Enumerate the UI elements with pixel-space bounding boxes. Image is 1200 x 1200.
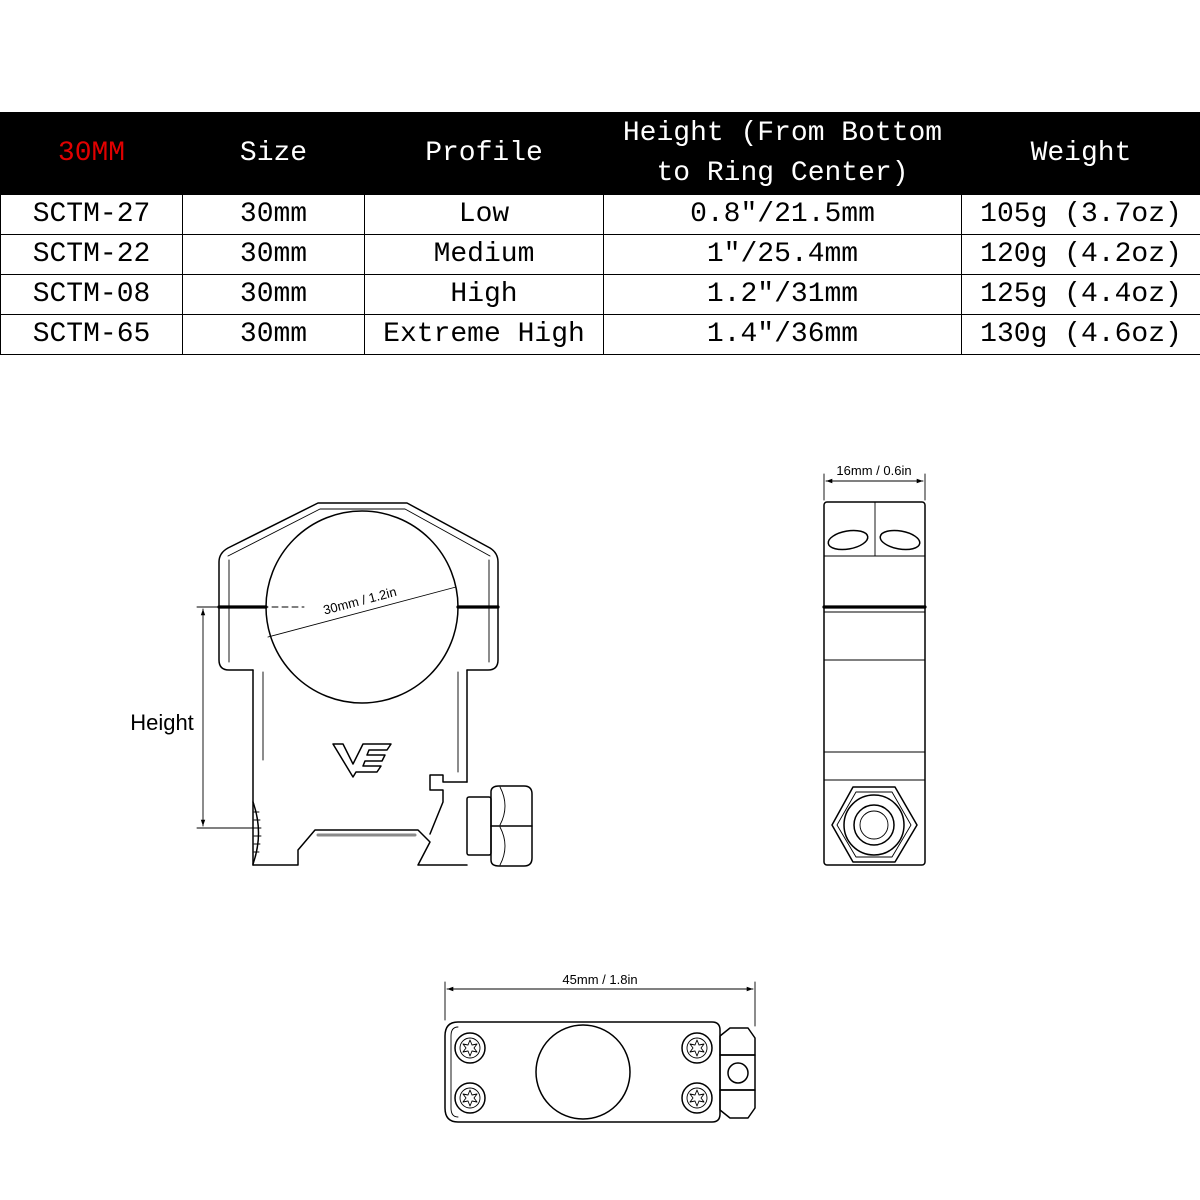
cell-profile: Extreme High bbox=[365, 315, 604, 355]
hex-nut-chamfer-top bbox=[500, 787, 505, 825]
top-scope-bore bbox=[536, 1025, 630, 1119]
spec-table bbox=[0, 112, 1200, 355]
header-height-line2: to Ring Center) bbox=[656, 157, 909, 189]
header-profile: Profile bbox=[365, 113, 604, 195]
header-row bbox=[1, 113, 1200, 195]
left-knurled-knob bbox=[253, 802, 259, 864]
hex-nut-chamfer-bottom bbox=[500, 827, 505, 865]
torx-star-icon bbox=[463, 1040, 477, 1056]
table-row bbox=[1, 195, 1200, 235]
length-label: 45mm / 1.8in bbox=[562, 972, 638, 987]
torx-star-icon bbox=[690, 1040, 704, 1056]
cell-profile: Low bbox=[365, 195, 604, 235]
nut-washer-face bbox=[844, 795, 904, 855]
cell-height: 0.8″/21.5mm bbox=[604, 195, 962, 235]
cell-size: 30mm bbox=[183, 315, 365, 355]
table-row bbox=[1, 275, 1200, 315]
cap-screw-left bbox=[827, 528, 870, 553]
ring-cap-bevel-line bbox=[228, 509, 490, 556]
nut-washer bbox=[467, 797, 491, 855]
clamp-bolt-end bbox=[728, 1063, 748, 1083]
cell-height: 1″/25.4mm bbox=[604, 235, 962, 275]
header-height-line1: Height (From Bottom bbox=[622, 117, 943, 149]
cap-screw bbox=[682, 1033, 712, 1063]
cap-screw-right bbox=[879, 528, 922, 553]
cell-model: SCTM-65 bbox=[1, 315, 183, 355]
cell-weight: 125g (4.4oz) bbox=[962, 275, 1200, 315]
top-body-outline bbox=[445, 1022, 720, 1122]
clamp-nut-middle bbox=[720, 1055, 755, 1090]
cell-size: 30mm bbox=[183, 235, 365, 275]
header-weight: Weight bbox=[962, 113, 1200, 195]
diameter-label: 30mm / 1.2in bbox=[321, 583, 399, 618]
height-label: Height bbox=[130, 710, 194, 735]
header-size: Size bbox=[183, 113, 365, 195]
cell-height: 1.2″/31mm bbox=[604, 275, 962, 315]
cell-weight: 120g (4.2oz) bbox=[962, 235, 1200, 275]
cell-profile: High bbox=[365, 275, 604, 315]
torx-star-icon bbox=[690, 1090, 704, 1106]
cell-size: 30mm bbox=[183, 275, 365, 315]
clamp-nut-top bbox=[720, 1028, 755, 1055]
clamp-nut-bottom bbox=[720, 1090, 755, 1118]
cell-weight: 130g (4.6oz) bbox=[962, 315, 1200, 355]
header-height bbox=[604, 113, 962, 195]
screw-head bbox=[455, 1033, 485, 1063]
cell-size: 30mm bbox=[183, 195, 365, 235]
ve-logo bbox=[333, 744, 391, 777]
bolt-end-inner bbox=[860, 811, 888, 839]
cell-model: SCTM-22 bbox=[1, 235, 183, 275]
top-view bbox=[445, 972, 755, 1122]
screw-head bbox=[455, 1083, 485, 1113]
screw-head bbox=[682, 1033, 712, 1063]
side-view bbox=[824, 463, 925, 865]
width-label: 16mm / 0.6in bbox=[836, 463, 912, 478]
cross-clamp bbox=[430, 775, 467, 834]
header-model: 30MM bbox=[1, 113, 183, 195]
table-header bbox=[1, 113, 1200, 195]
torx-star-icon bbox=[463, 1090, 477, 1106]
screw-head bbox=[682, 1083, 712, 1113]
table-row bbox=[1, 315, 1200, 355]
cell-profile: Medium bbox=[365, 235, 604, 275]
table-row bbox=[1, 235, 1200, 275]
cell-model: SCTM-08 bbox=[1, 275, 183, 315]
front-view bbox=[130, 503, 532, 866]
cap-screw bbox=[682, 1083, 712, 1113]
cap-screw bbox=[455, 1083, 485, 1113]
cell-model: SCTM-27 bbox=[1, 195, 183, 235]
hex-nut-front-inner bbox=[837, 792, 911, 857]
cell-weight: 105g (3.7oz) bbox=[962, 195, 1200, 235]
table-body bbox=[1, 195, 1200, 355]
cap-screw bbox=[455, 1033, 485, 1063]
cell-height: 1.4″/36mm bbox=[604, 315, 962, 355]
